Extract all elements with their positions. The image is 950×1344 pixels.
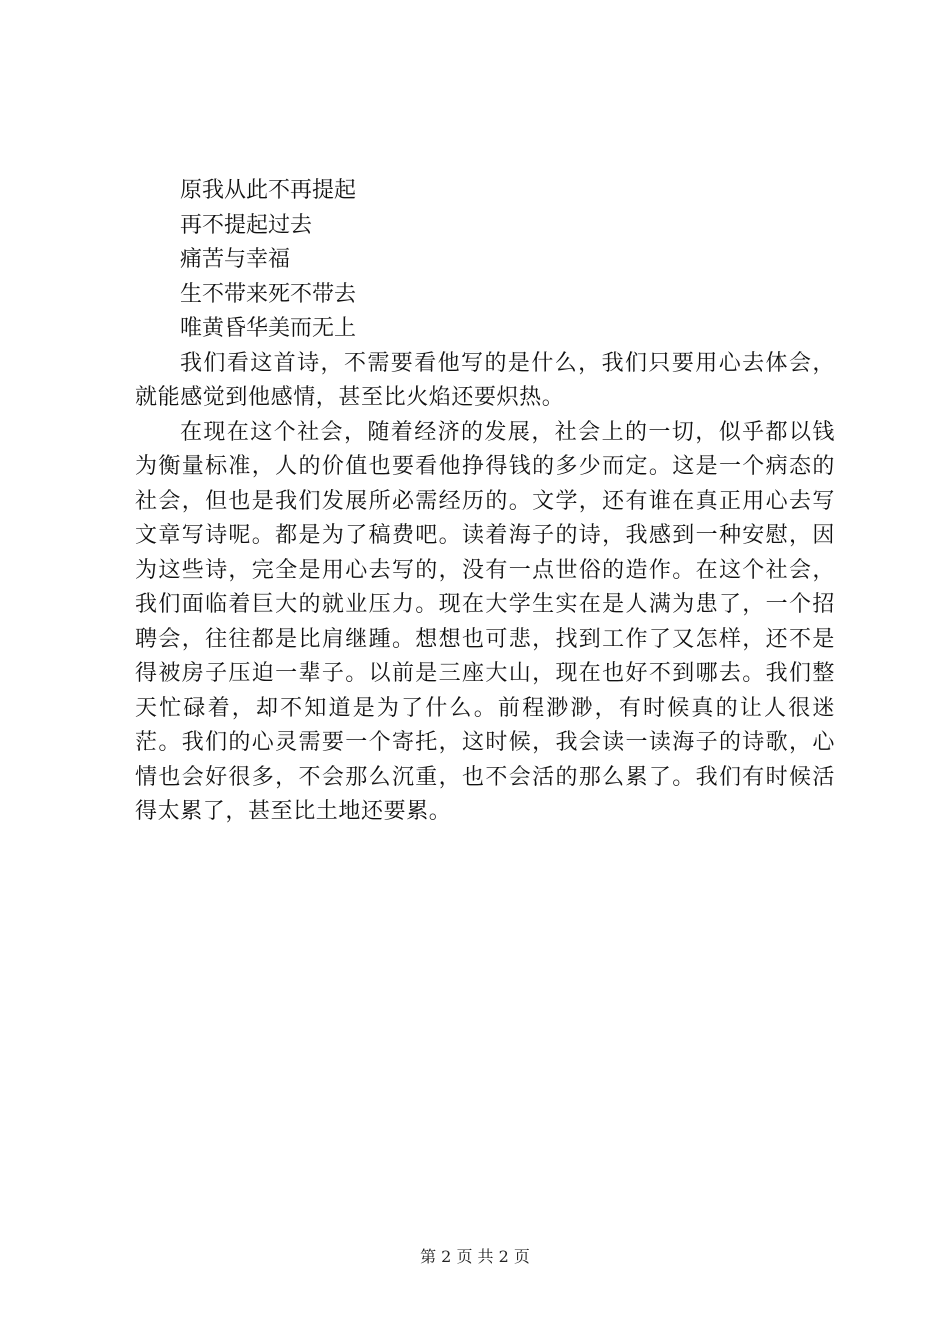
poem-block: [135, 174, 835, 347]
body-paragraph: 我们看这首诗，不需要看他写的是什么，我们只要用心去体会，就能感觉到他感情，甚至比火焰还要炽热。: [135, 350, 835, 410]
poem-line: 生不带来死不带去: [180, 281, 357, 307]
body-paragraph: 在现在这个社会，随着经济的发展，社会上的一切，似乎都以钱为衡量标准，人的价值也要看他挣得钱的多少而定。这是一个病态的社会，但也是我们发展所必需经历的。文学，还有谁在真正用心去写文章写诗呢。都是为了稿费吧。读着海子的诗，我感到一种安慰，因为这些诗，完全是用心去写的，没有一点世俗的造作。在这个社会，我们面临着巨大的就业压力。现在大学生实在是人满为患了，一个招聘会，往往都是比肩继踵。想想也可悲，找到工作了又怎样，还不是得被房子压迫一辈子。以前是三座大山，现在也好不到哪去。我们整天忙碌着，却不知道是为了什么。前程渺渺，有时候真的让人很迷茫。我们的心灵需要一个寄托，这时候，我会读一读海子的诗歌，心情也会好很多，不会那么沉重，也不会活的那么累了。我们有时候活得太累了，甚至比土地还要累。: [135, 419, 835, 824]
poem-line: 原我从此不再提起: [180, 178, 357, 203]
poem-line: 唯黄昏华美而无上: [180, 316, 357, 341]
poem-line: 再不提起过去: [180, 212, 313, 238]
page-number-footer: 第 2 页 共 2 页: [420, 1247, 530, 1266]
document-body: [135, 174, 835, 830]
poem-line: 痛苦与幸福: [180, 247, 291, 272]
